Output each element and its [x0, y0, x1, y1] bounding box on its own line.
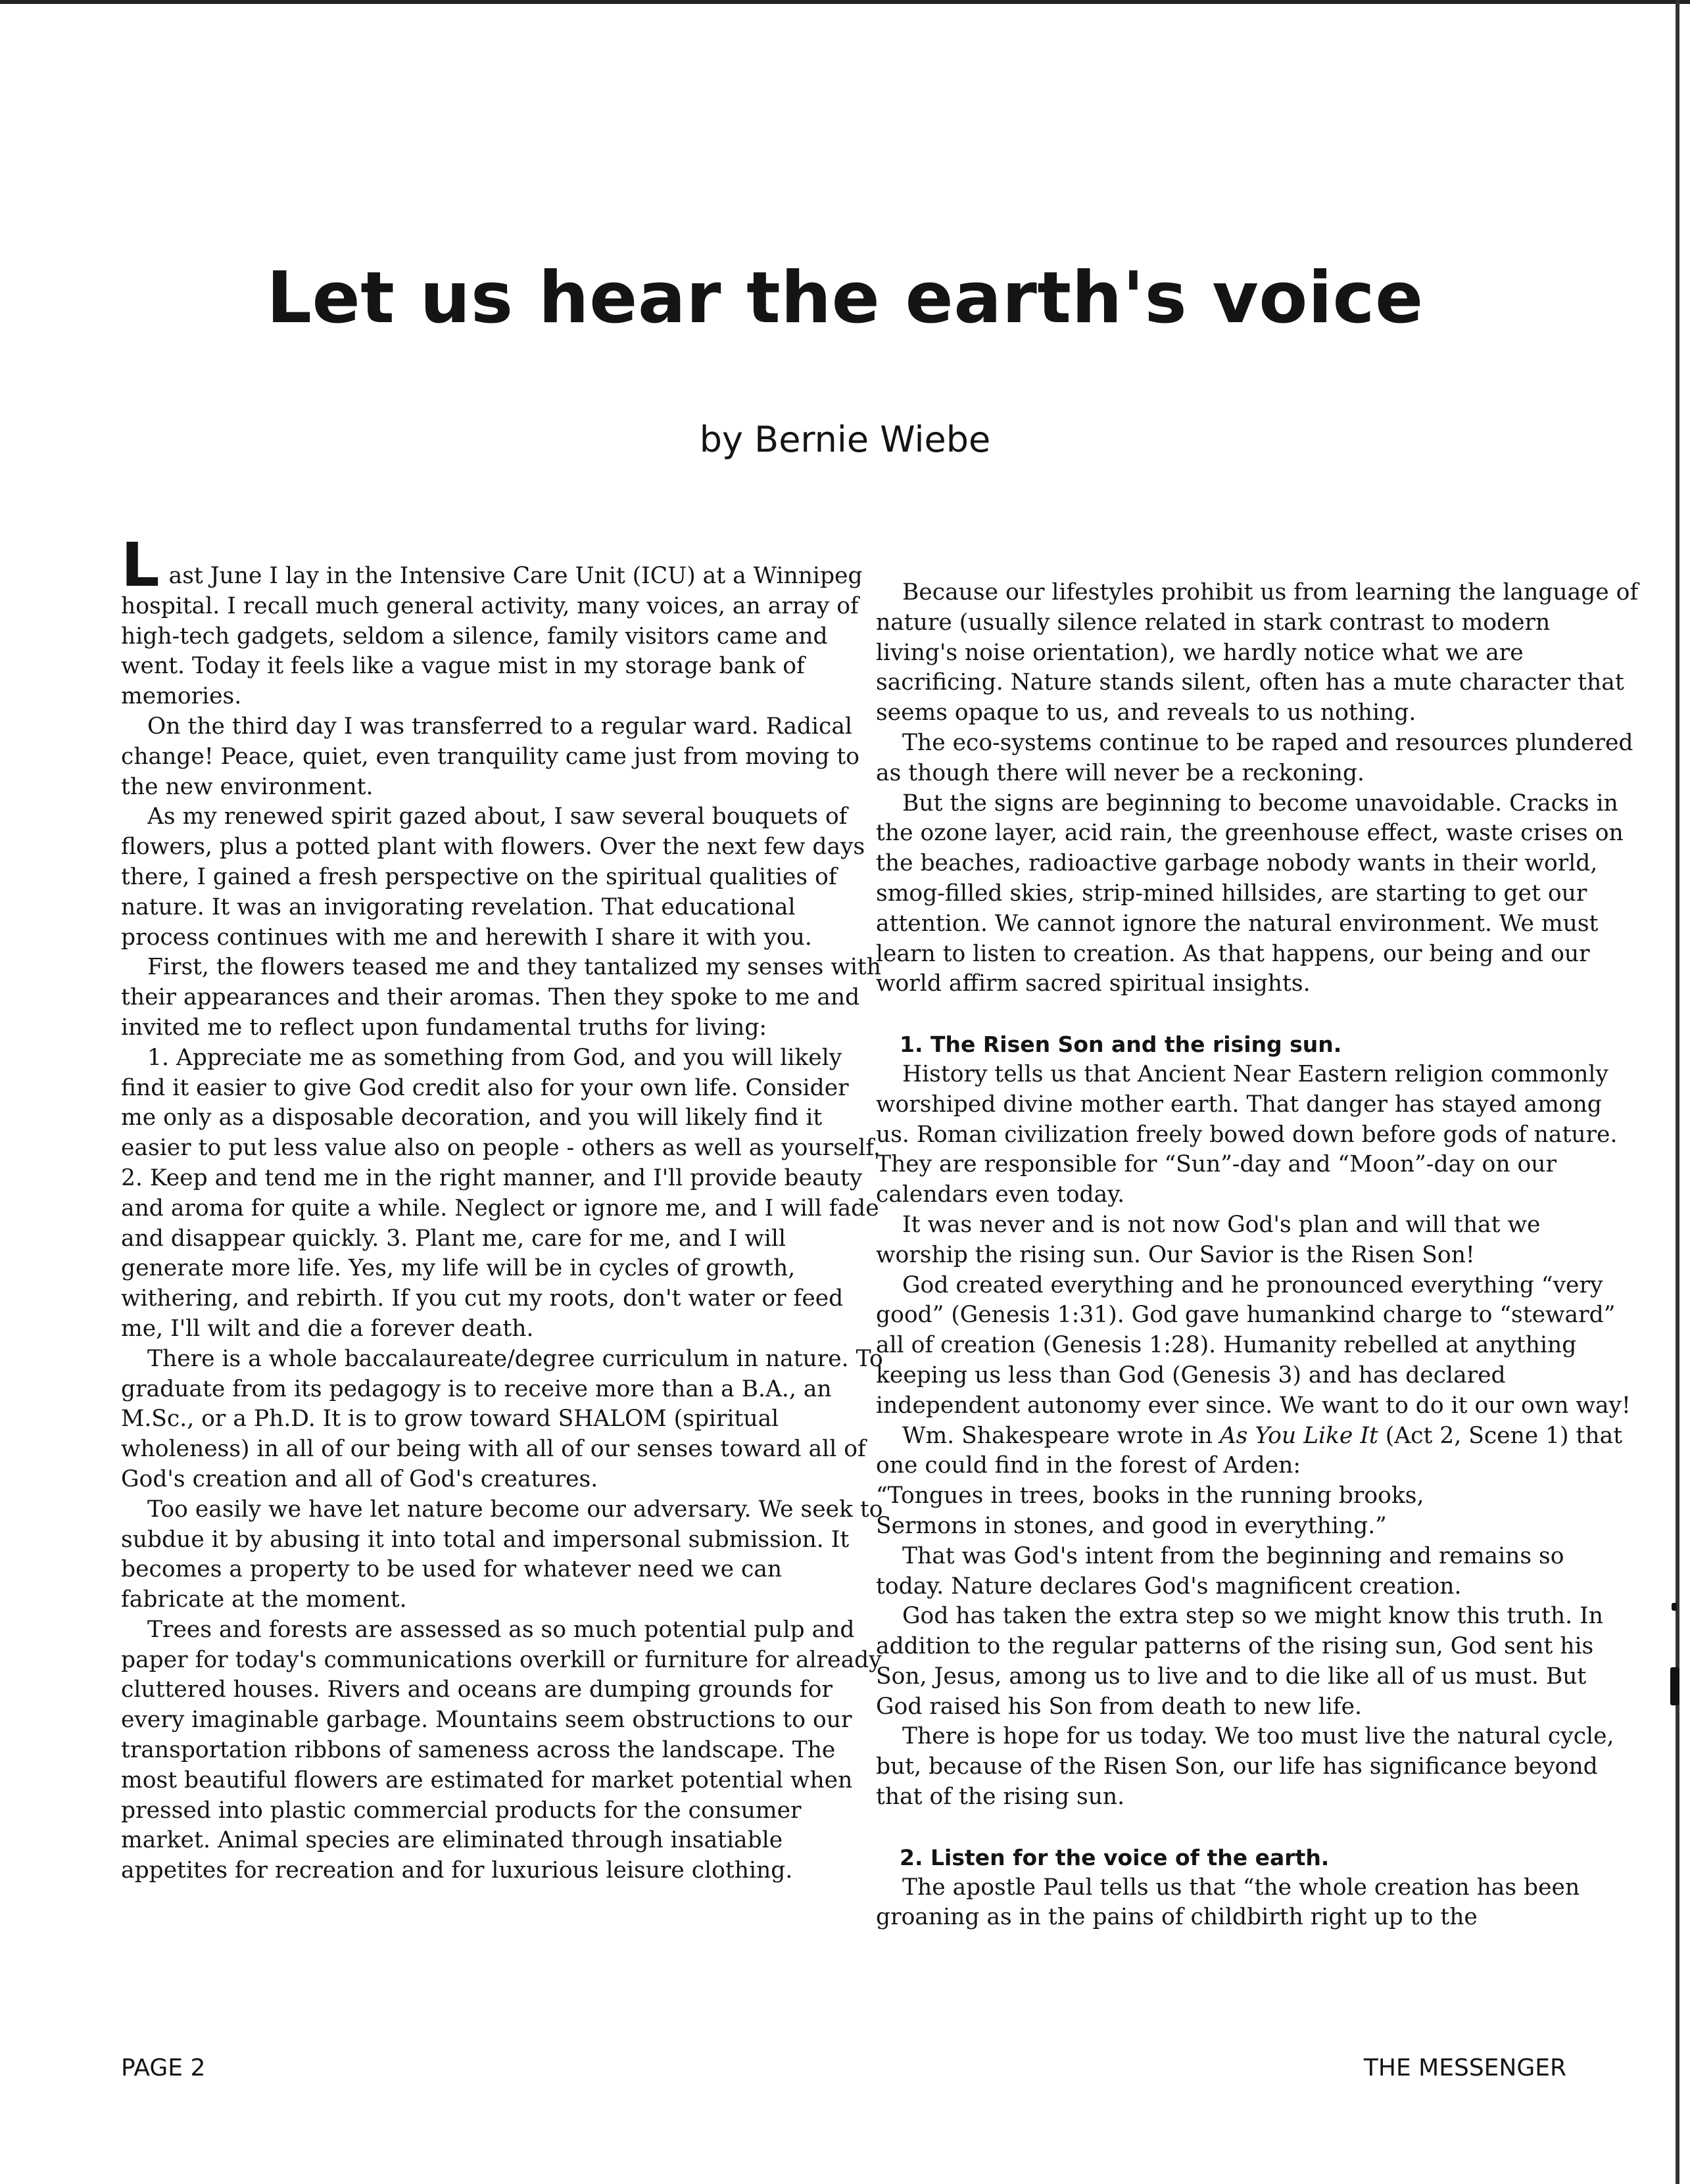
binding-mark-small [1672, 1603, 1677, 1611]
right-column [876, 578, 1639, 1933]
paragraph-text: Wm. Shakespeare wrote in [902, 1422, 1220, 1449]
paragraph: As my renewed spirit gazed about, I saw several bouquets of flowers, plus a potted plant with flowers. Over the next few days there, I gained a fresh perspective on the spiritual qualities of nature. It was an invigorating revelation. That educational process continues with me and herewith I share it with you. [121, 803, 865, 951]
paragraph: But the signs are beginning to become unavoidable. Cracks in the ozone layer, acid rain, the greenhouse effect, waste crises on the beaches, radioactive garbage nobody wants in their world, smog-filled skies, strip-mined hillsides, are starting to get our attention. We cannot ignore the natural environment. We must learn to listen to creation. As that happens, our being and our world affirm sacred spiritual insights. [876, 790, 1624, 997]
paragraph: The eco-systems continue to be raped and resources plundered as though there will never be a reckoning. [876, 729, 1633, 786]
page-number: PAGE 2 [121, 2054, 206, 2081]
section-heading-2: 2. Listen for the voice of the earth. [900, 1844, 1330, 1870]
paragraph: Too easily we have let nature become our adversary. We seek to subdue it by abusing it into total and impersonal submission. It becomes a property to be used for whatever need we can fabricate at the moment. [121, 1496, 883, 1613]
paragraph: The apostle Paul tells us that “the whole creation has been groaning as in the pains of childbirth right up to the [876, 1874, 1580, 1931]
article-byline: by Bernie Wiebe [699, 419, 991, 460]
paragraph: History tells us that Ancient Near Eastern religion commonly worshiped divine mother earth. That danger has stayed among us. Roman civilization freely bowed down before gods of nature. They are responsible for “Sun”-day and “Moon”-day on our calendars even today. [876, 1060, 1618, 1208]
paragraph: There is a whole baccalaureate/degree curriculum in nature. To graduate from its pedagogy is to receive more than a B.A., an M.Sc., or a Ph.D. It is to grow toward SHALOM (spiritual wholeness) in all of our being with all of our senses toward all of God's creation and all of God's creatures. [121, 1345, 883, 1492]
left-column [121, 530, 884, 1886]
paragraph [121, 530, 884, 712]
paragraph-text: (Act 2, Scene 1) that one could find in the forest of Arden: [876, 1422, 1623, 1479]
paragraph-text: ast June I lay in the Intensive Care Unit (ICU) at a Winnipeg hospital. I recall much general activity, many voices, an array of high-tech gadgets, seldom a silence, family visitors came and went. Today it feels like a vague mist in my storage bank of memories. [121, 563, 863, 710]
drop-cap: L [121, 530, 160, 600]
article-title: Let us hear the earth's voice [266, 257, 1424, 339]
paragraph: Because our lifestyles prohibit us from learning the language of nature (usually silence related in stark contrast to modern living's noise orientation), we hardly notice what we are sacrificing. Nature stands silent, often has a mute character that seems opaque to us, and reveals to us nothing. [876, 579, 1639, 726]
paragraph: God created everything and he pronounced everything “very good” (Genesis 1:31). God gave humankind charge to “steward” all of creation (Genesis 1:28). Humanity rebelled at anything keeping us less than God (Genesis 3) and has declared independent autonomy ever since. We want to do it our own way! [876, 1271, 1631, 1419]
paragraph: Trees and forests are assessed as so much potential pulp and paper for today's communications overkill or furniture for already cluttered houses. Rivers and oceans are dumping grounds for every imaginable garbage. Mountains seem obstructions to our transportation ribbons of sameness across the landscape. The most beautiful flowers are estimated for market potential when pressed into plastic commercial products for the consumer market. Animal species are eliminated through insatiable appetites for recreation and for luxurious leisure clothing. [121, 1616, 882, 1884]
paragraph: First, the flowers teased me and they tantalized my senses with their appearances and their aromas. Then they spoke to me and invited me to reflect upon fundamental truths for living: [121, 954, 881, 1041]
paragraph: It was never and is not now God's plan and will that we worship the rising sun. Our Savior is the Risen Son! [876, 1211, 1541, 1268]
paragraph [876, 1421, 1639, 1482]
paragraph: 1. Appreciate me as something from God, and you will likely find it easier to give God credit also for your own life. Consider me only as a disposable decoration, and you will likely find it easier to put less value also on people - others as well as yourself. 2. Keep and tend me in the right manner, and I'll provide beauty and aroma for quite a while. Neglect or ignore me, and I will fade and disappear quickly. 3. Plant me, care for me, and I will generate more life. Yes, my life will be in cycles of growth, withering, and rebirth. If you cut my roots, don't water or feed me, I'll wilt and die a forever death. [121, 1044, 881, 1342]
paragraph: That was God's intent from the beginning and remains so today. Nature declares God's magnificent creation. [876, 1542, 1564, 1600]
quote-line: “Tongues in trees, books in the running brooks, [876, 1483, 1424, 1509]
page-top-border [0, 0, 1690, 4]
paragraph: There is hope for us today. We too must live the natural cycle, but, because of the Risen Son, our life has significance beyond that of the rising sun. [876, 1723, 1614, 1811]
work-title: As You Like It [1219, 1422, 1378, 1449]
paragraph: God has taken the extra step so we might know this truth. In addition to the regular patterns of the rising sun, God sent his Son, Jesus, among us to live and to die like all of us must. But God raised his Son from death to new life. [876, 1603, 1603, 1720]
section-heading-1: 1. The Risen Son and the rising sun. [900, 1032, 1342, 1058]
paragraph: On the third day I was transferred to a regular ward. Radical change! Peace, quiet, even tranquility came just from moving to the new environment. [121, 713, 859, 800]
binding-mark [1670, 1667, 1679, 1705]
quote-line: Sermons in stones, and good in everything.” [876, 1512, 1387, 1539]
publication-name: THE MESSENGER [1363, 2054, 1566, 2081]
